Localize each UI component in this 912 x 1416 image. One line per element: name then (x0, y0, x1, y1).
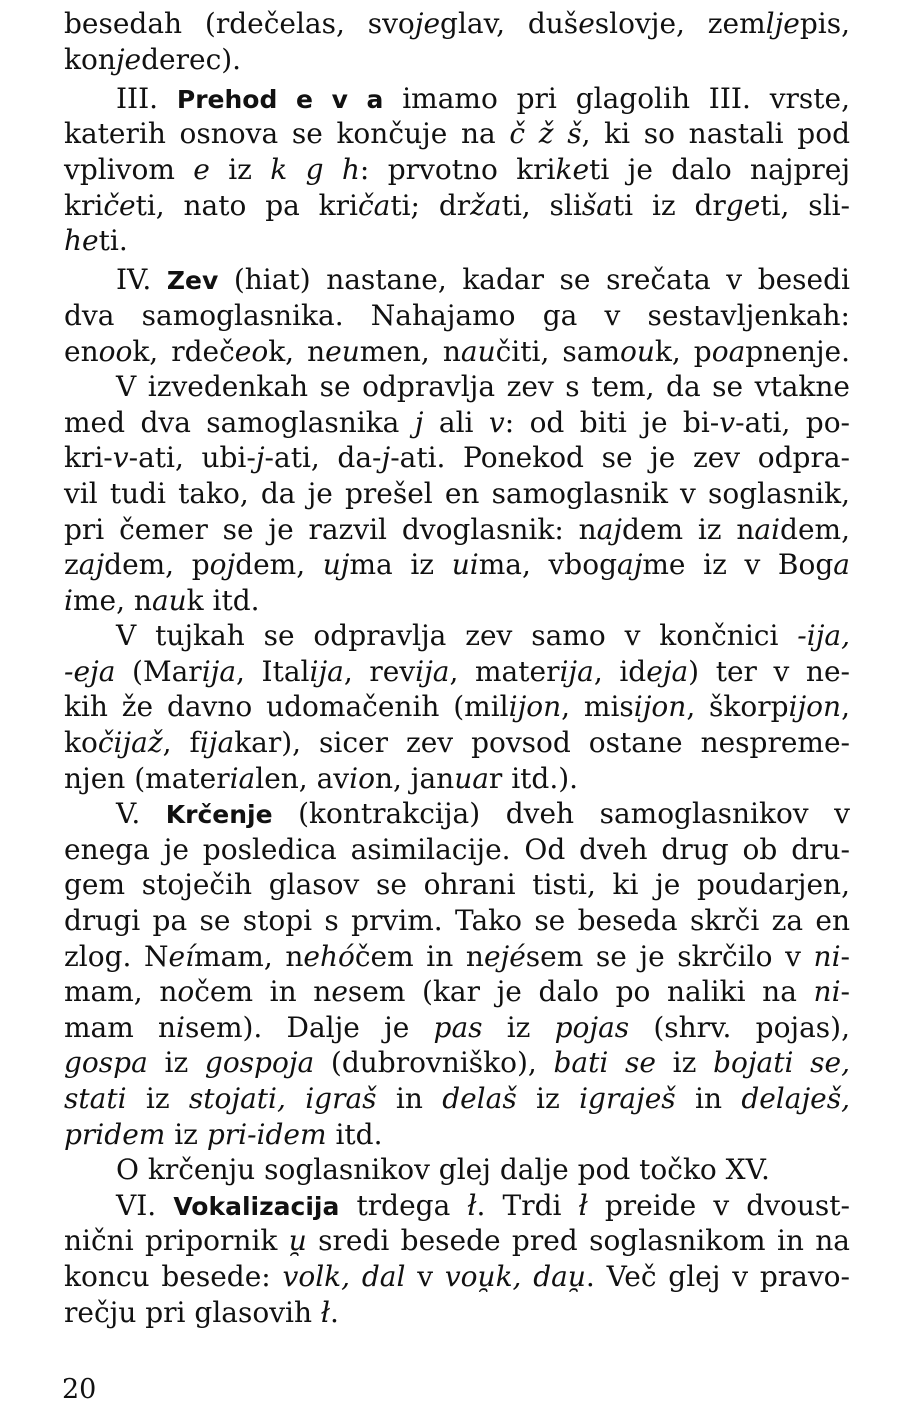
text-line (64, 298, 850, 334)
italic-text: eu (325, 334, 360, 368)
text-line (64, 1081, 850, 1117)
text-run: enega je posledica asimilacije. Od dveh drug ob dru- (64, 832, 850, 866)
italic-text: lje (765, 7, 800, 40)
text-line (64, 761, 850, 797)
text-line (64, 369, 850, 405)
text-line (64, 334, 850, 370)
text-run: vplivom (64, 152, 194, 186)
italic-text: ča (357, 188, 391, 222)
italic-text: j (255, 441, 265, 475)
text-run: zlog. N (64, 939, 169, 973)
text-run: pnenje. (745, 334, 851, 368)
text-run: iz (655, 1046, 714, 1080)
text-run: (hiat) nastane, kadar se srečata v besedi (218, 263, 851, 297)
text-run: kon (64, 42, 116, 76)
italic-text: ł (578, 1188, 588, 1222)
text-run: pri čemer se je razvil dvoglasnik: n (64, 512, 597, 546)
italic-text: a (833, 548, 850, 582)
text-run: mam, n (64, 975, 178, 1009)
italic-text: o (177, 975, 195, 1009)
text-line (64, 223, 850, 259)
text-run: ti je dalo najprej (589, 152, 851, 186)
text-run: , Ital (236, 654, 310, 688)
text-run: - (840, 939, 850, 973)
text-run: ti iz dr (612, 188, 726, 222)
italic-text: pas (433, 1010, 483, 1044)
italic-text: stati (64, 1082, 127, 1115)
italic-text: ł (320, 1295, 330, 1329)
text-run: ti. (98, 224, 128, 258)
section-heading: Zev (166, 266, 219, 296)
text-run: gem stoječih glasov se ohrani tisti, ki je poudarjen, (64, 868, 850, 902)
text-run: dem, (235, 548, 323, 582)
italic-text: uj (322, 548, 350, 582)
text-run: glav, duš (440, 7, 579, 40)
text-run: len, av (255, 761, 350, 795)
text-run: ti, sli- (760, 188, 850, 222)
italic-text: ijon (508, 690, 562, 724)
text-run: kih že davno udomačenih (mil (64, 690, 509, 724)
italic-text: ijon (633, 690, 687, 724)
italic-text: gospoja (204, 1046, 315, 1080)
italic-text: je (115, 42, 142, 76)
italic-text: io (349, 761, 375, 795)
text-run: rečju pri glasovih (64, 1295, 321, 1329)
text-run: mam, n (194, 939, 304, 973)
text-run: drugi pa se stopi s prvim. Tako se beseda skrči za en (64, 904, 850, 938)
text-run: kar), sicer zev povsod ostane nespreme- (234, 726, 850, 760)
text-line (64, 654, 850, 690)
text-line (64, 547, 850, 583)
italic-text: v (719, 405, 736, 439)
italic-text: j (381, 441, 391, 475)
italic-text: gospa (64, 1046, 148, 1080)
italic-text: ua (454, 761, 489, 795)
text-run: ali (423, 405, 489, 439)
italic-text: k g h (270, 152, 360, 186)
text-run: (Mar (115, 654, 202, 688)
italic-text: ija (199, 726, 235, 760)
italic-text: j (414, 405, 424, 439)
text-run: k, rdeč (132, 334, 235, 368)
text-run: : od biti je bi- (504, 405, 720, 439)
italic-text: i (64, 583, 73, 617)
italic-text: v (112, 441, 129, 475)
text-run: ti, nato pa kri (135, 188, 358, 222)
italic-text: oo (98, 334, 133, 368)
italic-text: oj (209, 548, 236, 582)
text-run: vil tudi tako, da je prešel en samoglasnik v soglasnik, (64, 476, 850, 510)
text-line (64, 1295, 850, 1331)
text-run: V. (116, 797, 166, 831)
italic-text: ija (559, 654, 594, 688)
text-run: med dva samoglasnika (64, 405, 415, 439)
text-run: slovje, zem (594, 7, 766, 40)
text-line (64, 974, 850, 1010)
section-heading: Krčenje (165, 800, 273, 830)
italic-text: e (331, 975, 348, 1009)
section-heading: Vokalizacija (173, 1191, 340, 1221)
text-run: (dubrovniško), (314, 1046, 554, 1080)
italic-text: vou̯k, dau̯ (444, 1259, 586, 1293)
text-run: sem). Dalje je (185, 1010, 434, 1044)
text-run: k itd. (186, 583, 260, 617)
text-run: (shrv. pojas), (629, 1010, 851, 1044)
text-run: me iz v Bog (642, 548, 834, 582)
text-run: -ati, po- (735, 405, 851, 439)
italic-text: eo (234, 334, 269, 368)
text-run: III. (116, 81, 177, 115)
text-run: , škorp (686, 690, 789, 724)
text-run: , ki so nastali pod (581, 117, 850, 151)
text-run: derec). (141, 42, 242, 76)
italic-text: pridem (64, 1117, 166, 1151)
text-line (64, 152, 850, 188)
italic-text: ša (581, 188, 613, 222)
italic-text: volk, dal (282, 1259, 406, 1293)
text-line (64, 476, 850, 512)
text-run: sredi besede pred soglasnikom in na (306, 1224, 850, 1258)
text-run: (kontrakcija) dveh samoglasnikov v (272, 797, 850, 831)
text-run: : prvotno kri (359, 152, 556, 186)
italic-text: če (103, 188, 136, 222)
text-run: . (330, 1295, 339, 1329)
text-run: ko (64, 726, 98, 760)
italic-text: eí (168, 939, 195, 973)
text-run: koncu besede: (64, 1259, 283, 1293)
italic-text: aj (617, 548, 643, 582)
text-run: O krčenju soglasnikov glej dalje pod točko XV. (116, 1153, 770, 1187)
text-run: -ati, ubi- (128, 441, 256, 475)
italic-text: e (193, 152, 210, 186)
italic-text: i (176, 1010, 185, 1044)
text-run: kri (64, 188, 104, 222)
text-run: V izvedenkah se odpravlja zev s tem, da se vtakne (116, 370, 850, 404)
text-run: besedah (rdečelas, svo (64, 7, 415, 40)
text-line (64, 618, 850, 654)
italic-text: ijon (788, 690, 842, 724)
text-run: in (675, 1082, 742, 1115)
text-run: pis, (799, 7, 850, 40)
text-run: , rev (343, 654, 416, 688)
text-run: , f (162, 726, 200, 760)
text-run: njen (mater (64, 761, 230, 795)
text-line (64, 903, 850, 939)
italic-text: eja (646, 654, 689, 688)
italic-text: ia (229, 761, 256, 795)
body-text (64, 6, 850, 1330)
text-run: en (64, 334, 99, 368)
text-run: čem in n (194, 975, 332, 1009)
text-run: - (840, 975, 851, 1009)
text-run: n, jan (374, 761, 455, 795)
text-line (64, 116, 850, 152)
text-run: iz (126, 1082, 189, 1115)
text-run: men, n (359, 334, 461, 368)
text-line (64, 832, 850, 868)
text-run: , mater (449, 654, 560, 688)
italic-text: au (151, 583, 187, 617)
italic-text: ija (201, 654, 237, 688)
text-run: iz (482, 1010, 555, 1044)
text-run: iz (165, 1117, 207, 1151)
italic-text: aj (78, 548, 105, 582)
text-run: . Trdi (476, 1188, 579, 1222)
text-run: čiti, sam (495, 334, 621, 368)
page-number: 20 (62, 1374, 97, 1405)
italic-text: pojas (554, 1010, 630, 1044)
italic-text: ija (415, 654, 450, 688)
text-run: sem se je skrčilo v (525, 939, 814, 973)
italic-text: bati se (553, 1046, 656, 1080)
italic-text: pri-idem (206, 1117, 327, 1151)
text-line (64, 512, 850, 548)
italic-text: ni (813, 975, 841, 1009)
text-line (64, 1045, 850, 1081)
text-run: -ati, da- (264, 441, 382, 475)
text-run: IV. (116, 263, 167, 297)
italic-text: he (64, 224, 99, 258)
text-run: , id (593, 654, 647, 688)
text-run: , (841, 690, 850, 724)
text-line (64, 1117, 850, 1153)
italic-text: ke (555, 152, 590, 186)
italic-text: ge (725, 188, 761, 222)
text-run: dem, p (104, 548, 210, 582)
italic-text: ou (620, 334, 655, 368)
text-line (64, 440, 850, 476)
text-line (64, 1152, 850, 1188)
text-line (64, 1188, 850, 1224)
text-run: ti, sli (501, 188, 582, 222)
text-run: , mis (561, 690, 634, 724)
text-line (64, 939, 850, 975)
italic-text: ł (467, 1188, 477, 1222)
text-line (64, 867, 850, 903)
text-line (64, 405, 850, 441)
text-run: iz (147, 1046, 205, 1080)
text-run: iz (209, 152, 271, 186)
text-run: katerih osnova se končuje na (64, 117, 510, 151)
text-run: v (405, 1259, 445, 1293)
italic-text: e (578, 7, 595, 40)
text-line (64, 188, 850, 224)
italic-text: č ž š (509, 117, 582, 151)
text-run: z (64, 548, 79, 582)
italic-text: oa (711, 334, 746, 368)
text-run: sem (kar je dalo po naliki na (347, 975, 814, 1009)
text-run: in (376, 1082, 443, 1115)
text-run: ma, vbog (478, 548, 617, 582)
italic-text: aj (596, 512, 622, 546)
text-run: VI. (116, 1188, 174, 1222)
text-run: k, p (654, 334, 712, 368)
italic-text: u̯ (288, 1224, 307, 1258)
section-heading: Prehod e v a (176, 84, 384, 114)
text-run: ma iz (349, 548, 452, 582)
text-run: ti; dr (390, 188, 471, 222)
italic-text: v (488, 405, 505, 439)
text-line (64, 262, 850, 298)
text-line (64, 1223, 850, 1259)
italic-text: -ija, (797, 619, 850, 653)
text-line (64, 42, 850, 78)
text-run: trdega (339, 1188, 468, 1222)
text-line (64, 1259, 850, 1295)
text-run: dva samoglasnika. Nahajamo ga v sestavljenkah: (64, 298, 850, 332)
italic-text: ui (451, 548, 479, 582)
text-run: iz (516, 1082, 580, 1115)
text-run: nični pripornik (64, 1224, 289, 1258)
text-run: dem, (780, 512, 850, 546)
italic-text: -eja (64, 654, 116, 688)
italic-text: ehó (303, 939, 355, 973)
text-line (64, 796, 850, 832)
text-run: ) ter v ne- (688, 654, 850, 688)
text-line (64, 6, 850, 42)
italic-text: stojati, igraš (188, 1082, 377, 1115)
text-run: čem in n (354, 939, 484, 973)
text-line (64, 583, 850, 619)
text-run: dem iz n (621, 512, 755, 546)
text-run: itd. (326, 1117, 383, 1151)
text-run: V tujkah se odpravlja zev samo v končnici (116, 619, 798, 653)
italic-text: ejé (483, 939, 526, 973)
italic-text: ai (754, 512, 781, 546)
text-run: r itd.). (488, 761, 579, 795)
italic-text: igraješ (579, 1082, 676, 1115)
italic-text: delaješ, (741, 1082, 850, 1115)
text-run: k, n (268, 334, 326, 368)
italic-text: ni (813, 939, 841, 973)
text-run: mam n (64, 1010, 177, 1044)
text-run: . Več glej v pravo- (585, 1259, 850, 1293)
text-run: kri- (64, 441, 113, 475)
text-line (64, 81, 850, 117)
text-run: me, n (72, 583, 152, 617)
text-line (64, 689, 850, 725)
text-run: -ati. Ponekod se je zev odpra- (390, 441, 850, 475)
italic-text: čijaž (97, 726, 163, 760)
text-line (64, 725, 850, 761)
italic-text: au (460, 334, 496, 368)
italic-text: bojati se, (713, 1046, 850, 1080)
text-run: preide v dvoust- (587, 1188, 850, 1222)
italic-text: ža (470, 188, 502, 222)
italic-text: delaš (442, 1082, 517, 1115)
text-run: imamo pri glagolih III. vrste, (383, 81, 851, 115)
text-line (64, 1010, 850, 1046)
italic-text: ija (309, 654, 344, 688)
italic-text: je (414, 7, 441, 40)
